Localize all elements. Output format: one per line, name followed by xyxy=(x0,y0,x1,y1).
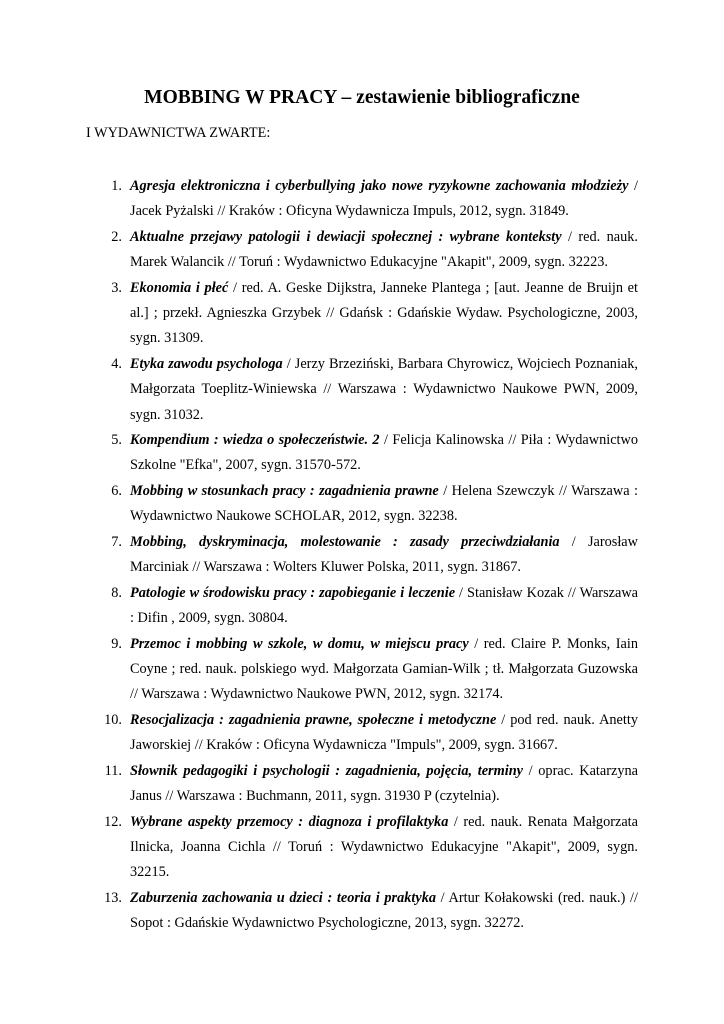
section-heading: I WYDAWNICTWA ZWARTE: xyxy=(86,125,271,141)
entry-title: Przemoc i mobbing w szkole, w domu, w miejscu pracy xyxy=(130,635,469,652)
entry-details: / red. nauk. Renata Małgorzata Ilnicka, Joanna Cichla // Toruń : Wydawnictwo Edukacyjne "Akapit", 2009, sygn. 32215. xyxy=(130,813,639,881)
entry-title: Aktualne przejawy patologii i dewiacji społecznej : wybrane konteksty xyxy=(130,228,562,245)
bibliography-entry xyxy=(86,479,638,530)
entry-number: 12. xyxy=(104,813,122,830)
entry-title: Mobbing, dyskryminacja, molestowanie : zasady przeciwdziałania xyxy=(130,533,560,550)
entry-title: Resocjalizacja : zagadnienia prawne, społeczne i metodyczne xyxy=(130,711,497,728)
entry-title: Kompendium : wiedza o społeczeństwie. 2 xyxy=(130,432,380,449)
entry-number: 13. xyxy=(104,889,122,906)
entry-title: Ekonomia i płeć xyxy=(130,279,229,296)
entry-title: Etyka zawodu psychologa xyxy=(130,355,283,372)
entry-details: / Artur Kołakowski (red. nauk.) // Sopot : Gdańskie Wydawnictwo Psychologiczne, 2013, sygn. 32272. xyxy=(130,889,638,932)
entry-details: / red. A. Geske Dijkstra, Janneke Plantega ; [aut. Jeanne de Bruijn et al.] ; przekł. Agnieszka Grzybek // Gdańsk : Gdańskie Wydaw. Psychologiczne, 2003, sygn. 31309. xyxy=(130,279,638,347)
bibliography-entry xyxy=(86,632,638,708)
bibliography-entry xyxy=(86,530,638,581)
bibliography-list xyxy=(86,174,638,937)
entry-number: 5. xyxy=(111,432,122,449)
entry-number: 8. xyxy=(111,584,122,601)
entry-title: Słownik pedagogiki i psychologii : zagadnienia, pojęcia, terminy xyxy=(130,762,524,779)
bibliography-entry xyxy=(86,352,638,428)
entry-number: 7. xyxy=(111,533,122,550)
entry-details: / red. Claire P. Monks, Iain Coyne ; red. nauk. polskiego wyd. Małgorzata Gamian-Wilk ; tł. Małgorzata Guzowska // Warszawa : Wydawnictwo Naukowe PWN, 2012, sygn. 32174. xyxy=(130,635,638,703)
entry-number: 3. xyxy=(111,279,122,296)
bibliography-entry xyxy=(86,174,638,225)
bibliography-entry xyxy=(86,276,638,352)
entry-number: 2. xyxy=(111,228,122,245)
entry-title: Patologie w środowisku pracy : zapobieganie i leczenie xyxy=(130,584,456,601)
bibliography-entry xyxy=(86,581,638,632)
page-title: MOBBING W PRACY – zestawienie bibliograficzne xyxy=(144,87,580,108)
entry-details: / red. nauk. Marek Walancik // Toruń : Wydawnictwo Edukacyjne "Akapit", 2009, sygn. 32223. xyxy=(130,228,639,271)
bibliography-entry xyxy=(86,428,638,479)
entry-title: Agresja elektroniczna i cyberbullying jako nowe ryzykowne zachowania młodzieży xyxy=(130,178,629,194)
bibliography-entry xyxy=(86,708,638,759)
entry-number: 9. xyxy=(111,635,122,652)
entry-details: / oprac. Katarzyna Janus // Warszawa : Buchmann, 2011, sygn. 31930 P (czytelnia). xyxy=(130,762,638,805)
bibliography-entry xyxy=(86,759,638,810)
bibliography-entry xyxy=(86,810,638,886)
entry-details: / Jerzy Brzeziński, Barbara Chyrowicz, Wojciech Poznaniak, Małgorzata Toeplitz-Winiewska // Warszawa : Wydawnictwo Naukowe PWN, 2009, sygn. 31032. xyxy=(130,355,638,423)
entry-details: / Jarosław Marciniak // Warszawa : Wolters Kluwer Polska, 2011, sygn. 31867. xyxy=(130,533,638,576)
entry-title: Mobbing w stosunkach pracy : zagadnienia prawne xyxy=(130,483,439,500)
entry-details: / Felicja Kalinowska // Piła : Wydawnictwo Szkolne "Efka", 2007, sygn. 31570-572. xyxy=(130,432,639,474)
entry-details: / Jacek Pyżalski // Kraków : Oficyna Wydawnicza Impuls, 2012, sygn. 31849. xyxy=(130,178,638,220)
bibliography-entry xyxy=(86,886,638,937)
entry-number: 6. xyxy=(111,483,122,500)
entry-title: Wybrane aspekty przemocy : diagnoza i profilaktyka xyxy=(130,813,449,830)
entry-number: 4. xyxy=(111,355,122,372)
entry-number: 11. xyxy=(104,762,122,779)
entry-title: Zaburzenia zachowania u dzieci : teoria i praktyka xyxy=(130,889,436,906)
entry-number: 1. xyxy=(111,178,122,194)
entry-number: 10. xyxy=(104,711,122,728)
entry-details: / Helena Szewczyk // Warszawa : Wydawnictwo Naukowe SCHOLAR, 2012, sygn. 32238. xyxy=(130,483,638,525)
entry-details: / pod red. nauk. Anetty Jaworskiej // Kraków : Oficyna Wydawnicza "Impuls", 2009, sygn. 31667. xyxy=(130,711,638,754)
entry-details: / Stanisław Kozak // Warszawa : Difin , 2009, sygn. 30804. xyxy=(130,584,638,627)
bibliography-entry xyxy=(86,225,638,276)
